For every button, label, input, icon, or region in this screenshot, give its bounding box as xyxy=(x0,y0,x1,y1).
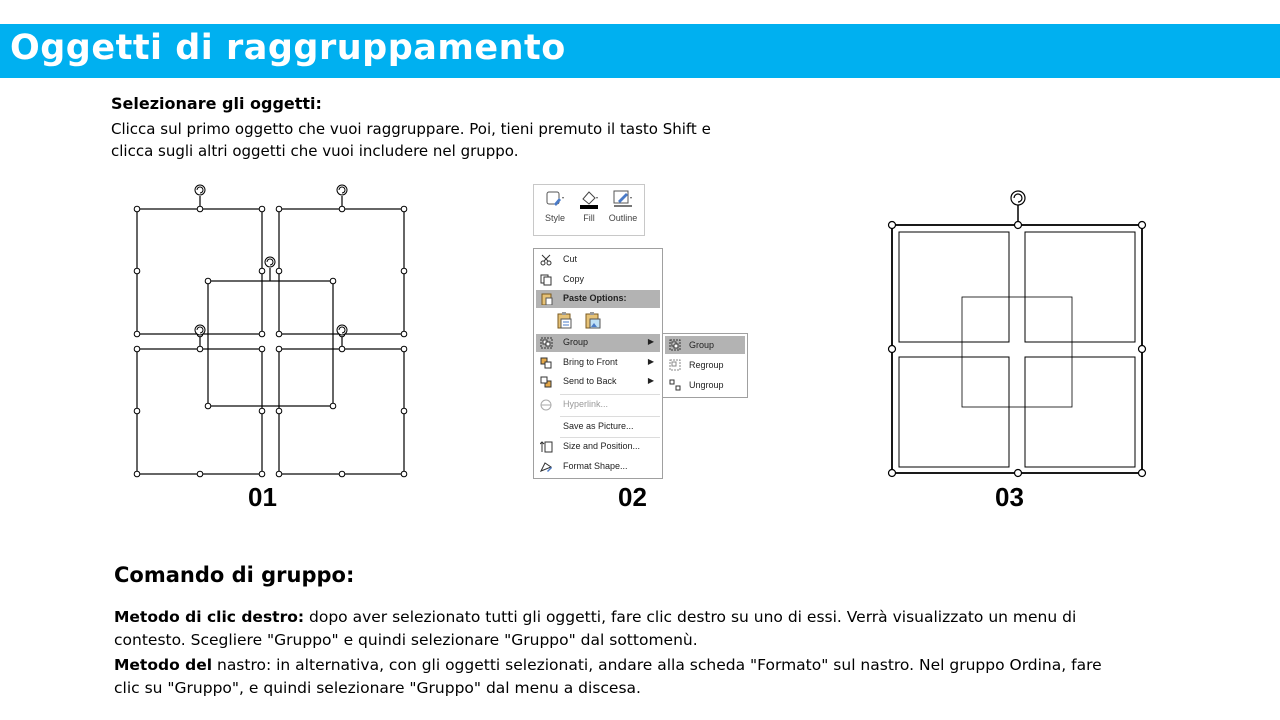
group-submenu xyxy=(662,333,748,398)
page-title: Oggetti di raggruppamento xyxy=(10,28,566,68)
figure-03-label: 03 xyxy=(995,482,1024,512)
hyperlink-icon xyxy=(540,399,553,411)
paste-options-header xyxy=(536,290,660,308)
scissors-icon xyxy=(540,254,553,266)
ribbon-method-text-2: clic su "Gruppo", e quindi selezionare "Gruppo" dal menu a discesa. xyxy=(114,679,641,697)
menu-item-bring-to-front[interactable] xyxy=(536,354,660,372)
ribbon-method-paragraph xyxy=(114,654,1114,700)
ribbon-fill-label: Fill xyxy=(583,213,595,223)
submenu-item-regroup-label: Regroup xyxy=(689,360,724,370)
figure-01-label: 01 xyxy=(248,482,277,512)
submenu-item-ungroup-label: Ungroup xyxy=(689,380,724,390)
select-instructions xyxy=(111,118,751,162)
figure-01-selected-objects xyxy=(125,180,420,485)
paste-option-picture[interactable] xyxy=(584,311,602,329)
menu-item-send-to-back-label: Send to Back xyxy=(563,376,617,386)
menu-item-copy-label: Copy xyxy=(563,274,585,284)
ribbon-style-label: Style xyxy=(544,213,565,223)
bring-to-front-icon xyxy=(540,357,553,369)
ribbon-fill-button[interactable] xyxy=(572,189,606,231)
ribbon-method-label: Metodo del xyxy=(114,656,213,674)
ribbon-shape-styles xyxy=(533,184,645,236)
regroup-icon xyxy=(669,359,681,371)
menu-separator xyxy=(560,394,660,395)
command-heading: Comando di gruppo: xyxy=(114,563,355,587)
menu-item-hyperlink xyxy=(536,396,660,414)
paste-keep-formatting-icon xyxy=(556,311,574,329)
submenu-item-regroup[interactable] xyxy=(665,356,745,374)
menu-item-group[interactable] xyxy=(536,334,660,352)
ribbon-outline-label: Outline xyxy=(608,213,638,223)
group-icon xyxy=(669,339,681,351)
right-click-method-text-1: dopo aver selezionato tutti gli oggetti, fare clic destro su uno di essi. Verrà visualizzato un menu di xyxy=(304,608,1077,626)
copy-icon xyxy=(540,274,553,286)
chevron-right-icon: ▶ xyxy=(647,376,654,385)
format-shape-icon xyxy=(540,461,553,473)
menu-item-size-and-position-label: Size and Position... xyxy=(563,441,641,451)
menu-item-bring-to-front-label: Bring to Front xyxy=(563,357,618,367)
menu-item-cut-label: Cut xyxy=(563,254,578,264)
right-click-method-paragraph xyxy=(114,606,1114,652)
pen-outline-icon xyxy=(612,189,634,209)
size-position-icon xyxy=(540,441,553,453)
title-bar xyxy=(0,24,1280,78)
submenu-item-ungroup[interactable] xyxy=(665,376,745,394)
ribbon-style-button[interactable] xyxy=(538,189,572,231)
context-menu xyxy=(533,248,663,479)
paste-picture-icon xyxy=(584,311,602,329)
paste-options-label: Paste Options: xyxy=(563,293,627,303)
right-click-method-label: Metodo di clic destro: xyxy=(114,608,305,626)
ribbon-outline-button[interactable] xyxy=(606,189,640,231)
menu-item-copy[interactable] xyxy=(536,271,660,289)
menu-item-size-and-position[interactable] xyxy=(536,438,660,456)
menu-item-hyperlink-label: Hyperlink... xyxy=(563,399,609,409)
right-click-method-text-2: contesto. Scegliere "Gruppo" e quindi selezionare "Gruppo" dal sottomenù. xyxy=(114,631,698,649)
menu-item-save-as-picture-label: Save as Picture... xyxy=(563,421,634,431)
menu-item-save-as-picture[interactable] xyxy=(536,418,660,436)
menu-item-send-to-back[interactable] xyxy=(536,373,660,391)
send-to-back-icon xyxy=(540,376,553,388)
select-heading: Selezionare gli oggetti: xyxy=(111,94,322,113)
menu-separator xyxy=(560,416,660,417)
menu-item-format-shape-label: Format Shape... xyxy=(563,461,628,471)
shape-style-icon xyxy=(544,189,566,209)
figure-02-label: 02 xyxy=(618,482,647,512)
submenu-item-group[interactable] xyxy=(665,336,745,354)
ribbon-method-text-1: nastro: in alternativa, con gli oggetti selezionati, andare alla scheda "Formato" sul nastro. Nel gruppo Ordina, fare xyxy=(212,656,1102,674)
paint-bucket-icon xyxy=(578,189,600,209)
paste-option-keep-formatting[interactable] xyxy=(556,311,574,329)
menu-item-group-label: Group xyxy=(563,337,589,347)
chevron-right-icon: ▶ xyxy=(647,357,654,366)
submenu-item-group-label: Group xyxy=(689,340,715,350)
group-icon xyxy=(540,337,553,349)
clipboard-icon xyxy=(540,293,553,305)
chevron-right-icon: ▶ xyxy=(647,337,654,346)
select-line-1: Clicca sul primo oggetto che vuoi raggruppare. Poi, tieni premuto il tasto Shift e xyxy=(111,120,711,138)
select-line-2: clicca sugli altri oggetti che vuoi includere nel gruppo. xyxy=(111,142,519,160)
figure-03-grouped-object xyxy=(880,185,1155,485)
menu-item-cut[interactable] xyxy=(536,251,660,269)
menu-item-format-shape[interactable] xyxy=(536,458,660,476)
ungroup-icon xyxy=(669,379,681,391)
